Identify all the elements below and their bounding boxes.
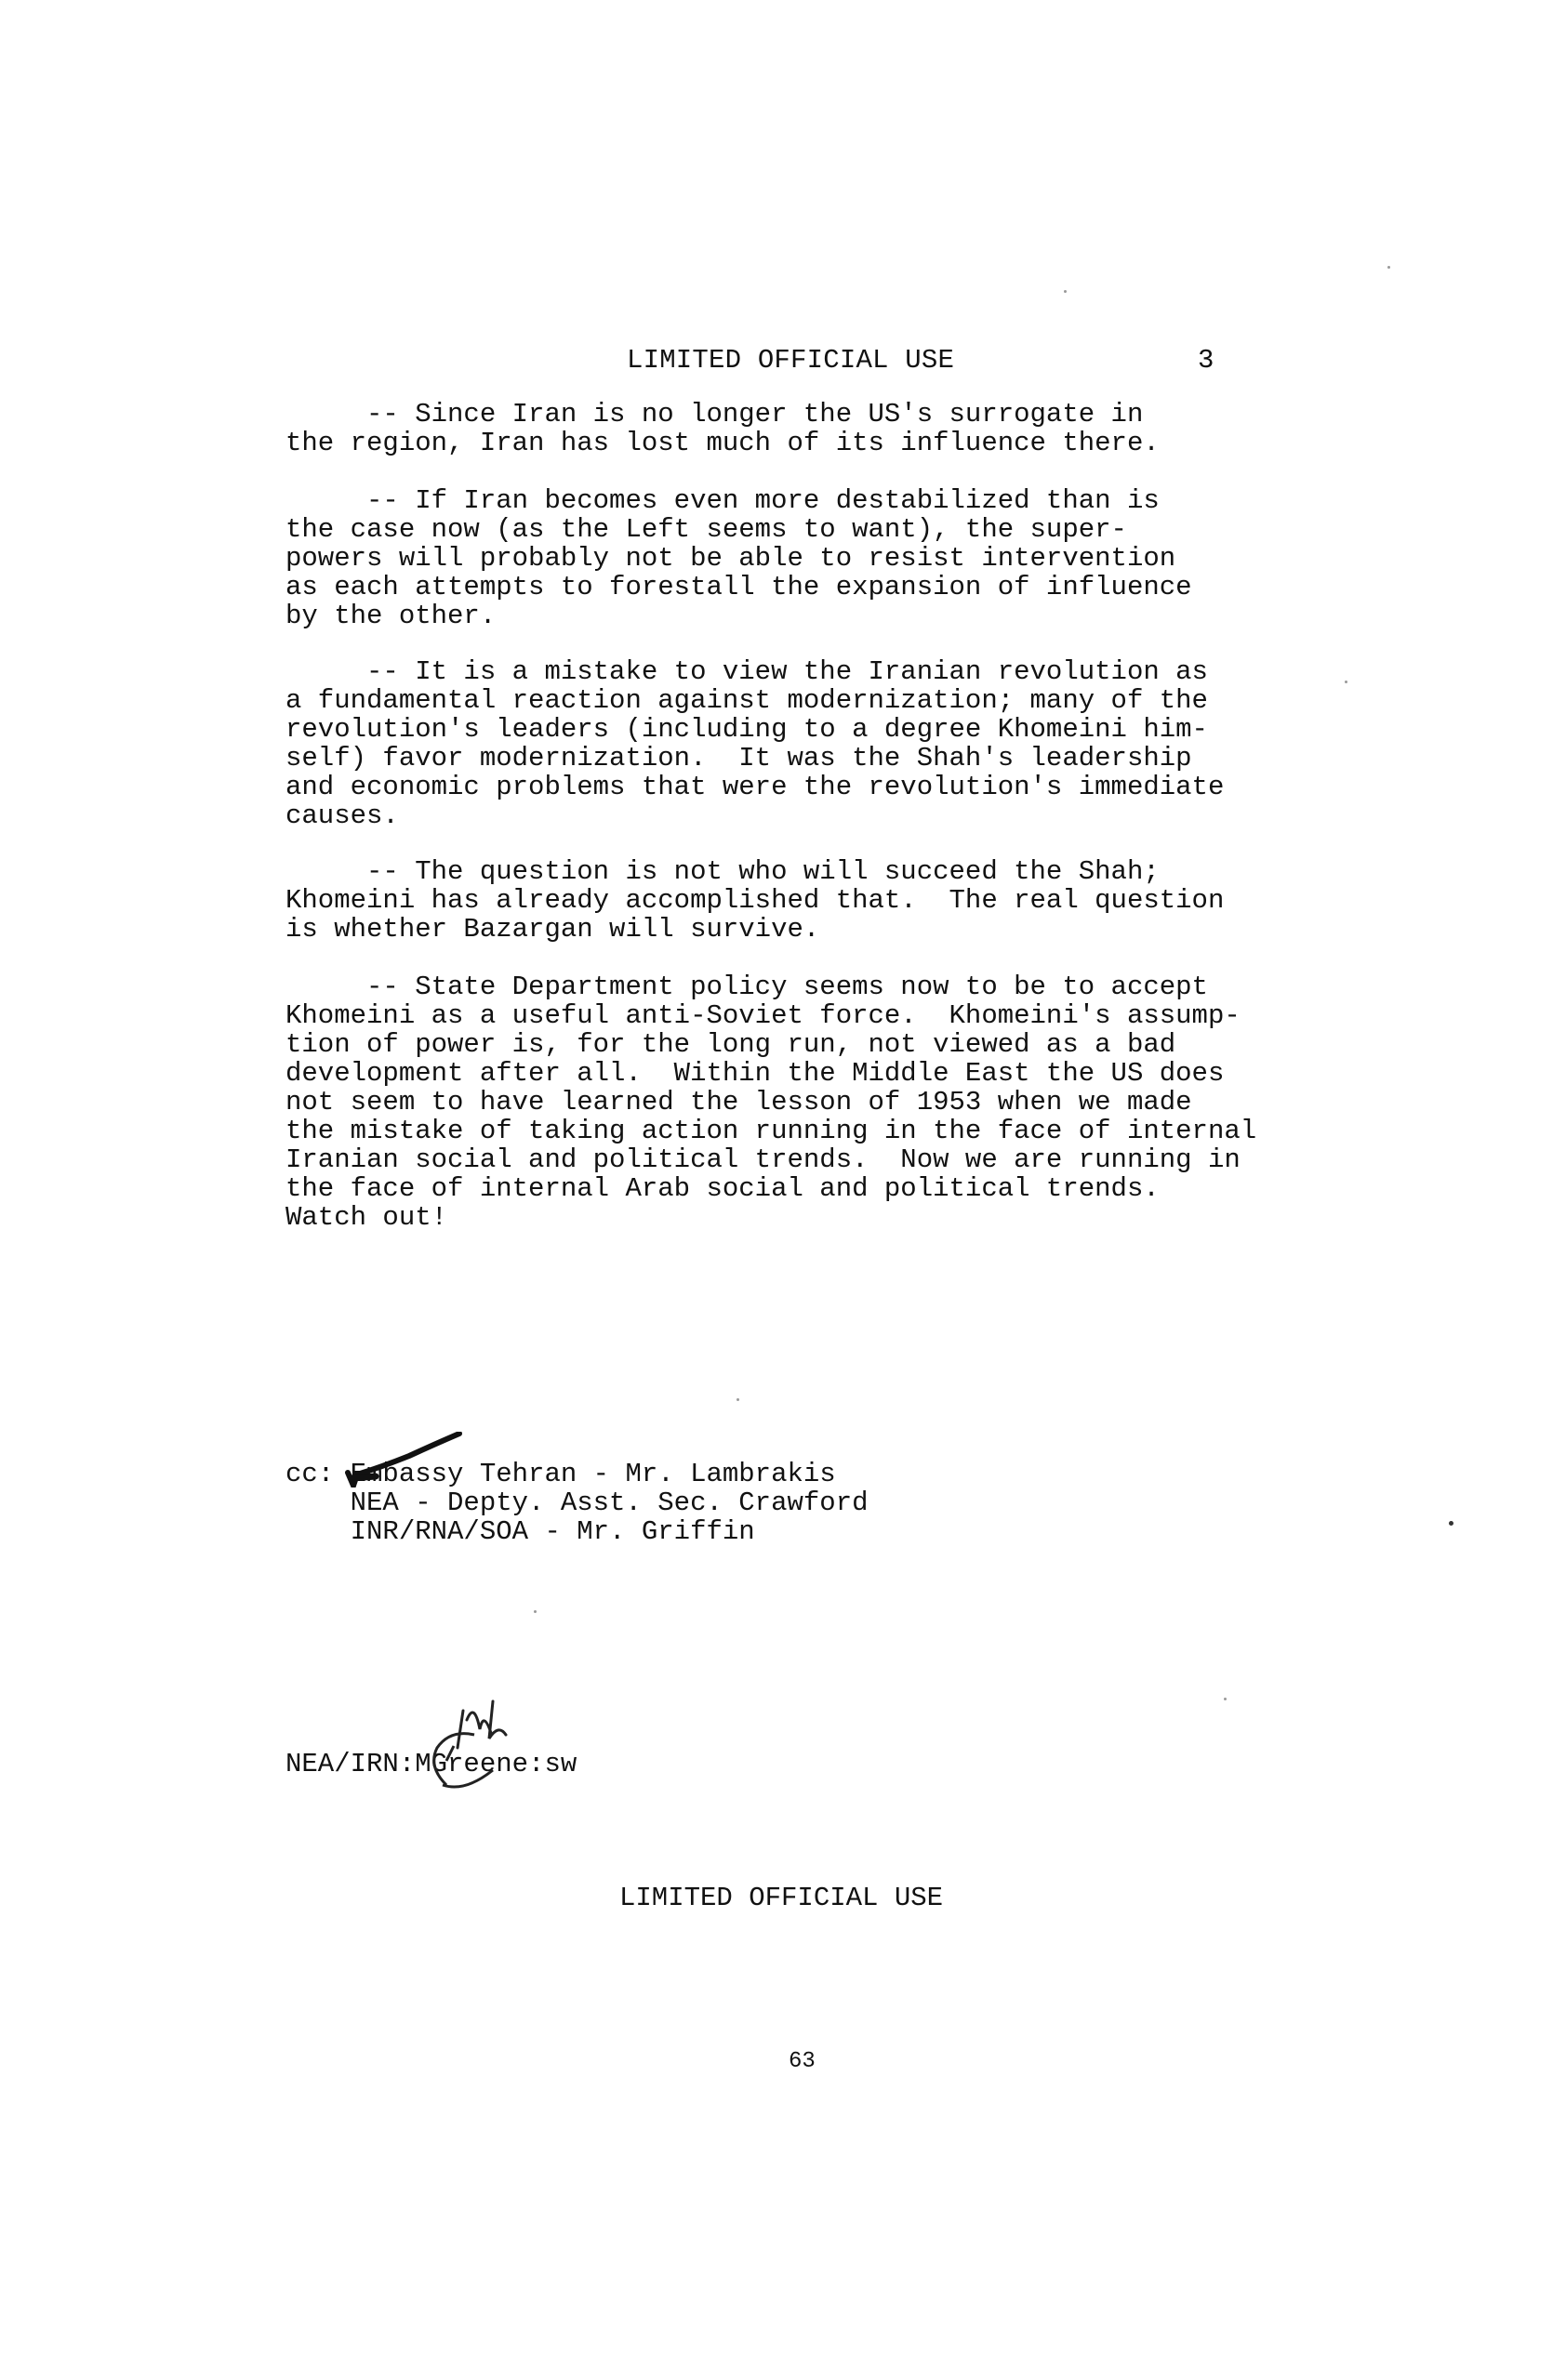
paragraph-line: the region, Iran has lost much of its influence there.: [285, 428, 1160, 458]
scan-speck: [737, 1398, 739, 1401]
scan-speck: [1224, 1698, 1227, 1700]
paragraph-5: [285, 972, 1346, 1232]
scan-speck: [1064, 290, 1067, 293]
paragraph-line: as each attempts to forestall the expansion of influence: [285, 572, 1192, 602]
paragraph-1: [285, 400, 1346, 457]
scan-speck: [534, 1610, 537, 1613]
cc-line: NEA - Depty. Asst. Sec. Crawford: [285, 1488, 869, 1518]
paragraph-line: a fundamental reaction against modernization; many of the: [285, 685, 1208, 716]
footer-classification: LIMITED OFFICIAL USE: [619, 1883, 944, 1913]
cc-line: cc: Embassy Tehran - Mr. Lambrakis: [285, 1459, 836, 1489]
header-classification: LIMITED OFFICIAL USE: [627, 345, 955, 376]
paragraph-line: the mistake of taking action running in the face of internal: [285, 1116, 1257, 1146]
paragraph-4: [285, 857, 1346, 944]
paragraph-line: the case now (as the Left seems to want), the super-: [285, 514, 1127, 545]
paragraph-line: Iranian social and political trends. Now we are running in: [285, 1144, 1241, 1175]
paragraph-line: and economic problems that were the revolution's immediate: [285, 772, 1225, 802]
paragraph-line: not seem to have learned the lesson of 1953 when we made: [285, 1087, 1192, 1117]
paragraph-line: -- It is a mistake to view the Iranian revolution as: [285, 656, 1208, 687]
scan-speck: [1345, 681, 1347, 683]
cc-line: INR/RNA/SOA - Mr. Griffin: [285, 1516, 755, 1547]
paragraph-line: by the other.: [285, 601, 497, 631]
paragraph-line: revolution's leaders (including to a degree Khomeini him-: [285, 714, 1208, 745]
header-page-number: 3: [1198, 345, 1214, 376]
paragraph-line: is whether Bazargan will survive.: [285, 914, 820, 945]
paragraph-line: -- If Iran becomes even more destabilized than is: [285, 485, 1160, 516]
paragraph-line: Khomeini as a useful anti-Soviet force. Khomeini's assump-: [285, 1000, 1241, 1031]
drafter-line: NEA/IRN:MGreene:sw: [285, 1749, 577, 1779]
paragraph-line: development after all. Within the Middle East the US does: [285, 1058, 1225, 1089]
paragraph-3: [285, 657, 1346, 830]
scan-speck: [1449, 1521, 1453, 1526]
cc-list: [285, 1460, 869, 1546]
folio-number: 63: [789, 2049, 816, 2074]
paragraph-line: Watch out!: [285, 1202, 448, 1233]
paragraph-line: tion of power is, for the long run, not viewed as a bad: [285, 1029, 1176, 1060]
paragraph-line: Khomeini has already accomplished that. The real question: [285, 885, 1225, 916]
scan-speck: [1387, 266, 1390, 269]
paragraph-line: -- State Department policy seems now to be to accept: [285, 972, 1208, 1002]
paragraph-line: -- The question is not who will succeed the Shah;: [285, 856, 1160, 887]
paragraph-line: causes.: [285, 800, 399, 831]
paragraph-2: [285, 486, 1346, 630]
paragraph-line: self) favor modernization. It was the Shah's leadership: [285, 743, 1192, 774]
paragraph-line: powers will probably not be able to resist intervention: [285, 543, 1176, 574]
paragraph-line: the face of internal Arab social and political trends.: [285, 1173, 1160, 1204]
paragraph-line: -- Since Iran is no longer the US's surrogate in: [285, 399, 1144, 430]
